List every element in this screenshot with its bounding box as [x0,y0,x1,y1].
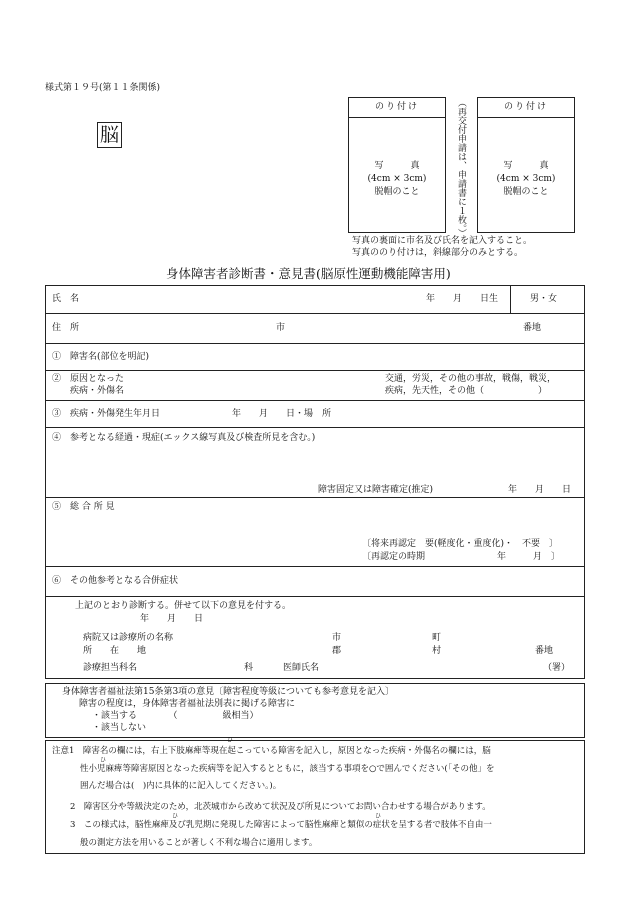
hospital-shi: 市 [332,633,342,643]
overall-findings-label: ⑤ 総 合 所 見 [52,502,115,512]
photo-glue-label: のり付け [478,98,574,118]
page-title: 身体障害者診断書・意見書(脳原性運動機能障害用) [166,266,451,281]
cause-label-1: ② 原因となった [52,374,125,384]
note-1b: 性小児麻痺等障害原因となった疾病等を記入するとともに，該当する事項を○で囲んでください(「その他」を [80,764,495,774]
opinion-line-1: 身体障害者福祉法第15条第3項の意見〔障害程度等級についても参考意見を記入〕 [62,687,395,697]
photo-spec: 写 真 (4cm × 3cm) 脱帽のこと [367,161,427,197]
form-number: 様式第１９号(第１１条関係) [45,83,161,93]
note-3a: 3 この様式は，脳性麻痺及び乳児期に発現した障害によって脳性麻痺と類似の症状を呈する者で肢体不自由一 [70,820,492,830]
complications-label: ⑥ その他参考となる合併症状 [52,576,179,586]
photo-spec: 写 真 (4cm × 3cm) 脱帽のこと [496,161,556,197]
photo-note-2: 写真ののり付けは，斜線部分のみとする。 [352,248,524,258]
note-2: 2 障害区分や等級決定のため，北茨城市から改めて状況及び所見についてお問い合わせする場合があります。 [70,802,491,812]
photo-box-left [348,97,446,233]
diagnosis-statement: 上記のとおり診断する。併せて以下の意見を付する。 [75,601,292,611]
photo-note-1: 写真の裏面に市名及び氏名を記入すること。 [352,236,533,246]
hospital-machi: 町 [432,633,442,643]
cause-label-2: 疾病・外傷名 [70,386,125,396]
re-evaluation-need: 〔将来再認定 要(軽度化・重度化)・ 不要 〕 [362,539,559,549]
history-label: ④ 参考となる経過・現症(エックス線写真及び検査所見を含む。) [52,433,316,443]
doctor-name-label: 医師氏名 [283,663,320,673]
fixed-date: 年 月 日 [508,485,572,495]
hospital-mura: 村 [432,646,442,656]
opinion-line-2: 障害の程度は，身体障害者福祉法別表に掲げる障害に [79,699,296,709]
birth-date: 年 月 日生 [426,294,499,304]
note-1a: 注意1 障害名の欄には，右上下肢麻痺等現在起こっている障害を記入し，原因となった疾病・外傷名の欄には，脳 [52,746,491,756]
hospital-banchi: 番地 [535,646,554,656]
cause-options-1: 交通，労災，その他の事故，戦傷，戦災， [385,374,557,384]
note-3b: 般の測定方法を用いることが著しく不利な場合に適用します。 [80,838,318,848]
onset-date-place: 年 月 日・場 所 [232,409,332,419]
re-evaluation-time: 〔再認定の時期 年 月 〕 [362,552,561,562]
photo-box-right [477,97,575,233]
cause-options-2: 疾病，先天性，その他（ ） [385,386,548,396]
brain-mark: 脳 [97,122,122,148]
photo-glue-label: のり付け [349,98,445,118]
hospital-name-label: 病院又は診療所の名称 [83,633,174,643]
disability-name-label: ① 障害名(部位を明記) [52,352,150,362]
ruby-hi: ひ [100,757,107,764]
notes-box [45,740,585,854]
opinion-applicable: ・該当する （ 級相当） [92,711,259,721]
name-label: 氏 名 [52,294,80,304]
diagnosis-date: 年 月 日 [140,614,204,624]
ruby-hi: ひ [227,737,234,744]
hospital-gun: 郡 [332,646,342,656]
photo-reissue-note: （再交付申請は、申請書に１枚。） [456,98,466,238]
department-label: 診療担当科名 [83,663,138,673]
fixed-date-label: 障害固定又は障害確定(推定) [318,485,434,495]
onset-date-label: ③ 疾病・外傷発生年月日 [52,409,161,419]
note-1c: 囲んだ場合は( )内に具体的に記入してください。)。 [80,781,282,791]
opinion-not-applicable: ・該当しない [92,723,147,733]
ruby-hi: ひ [172,813,179,820]
hospital-location-label: 所 在 地 [83,646,147,656]
ruby-hi: ひ [375,813,382,820]
sex-field: 男・女 [530,294,558,304]
form-frame [45,285,585,679]
doctor-seal: （署） [543,663,571,673]
department-ka: 科 [244,663,254,673]
address-label: 住 所 [52,323,80,333]
address-city: 市 [276,323,286,333]
address-banchi: 番地 [523,323,542,333]
